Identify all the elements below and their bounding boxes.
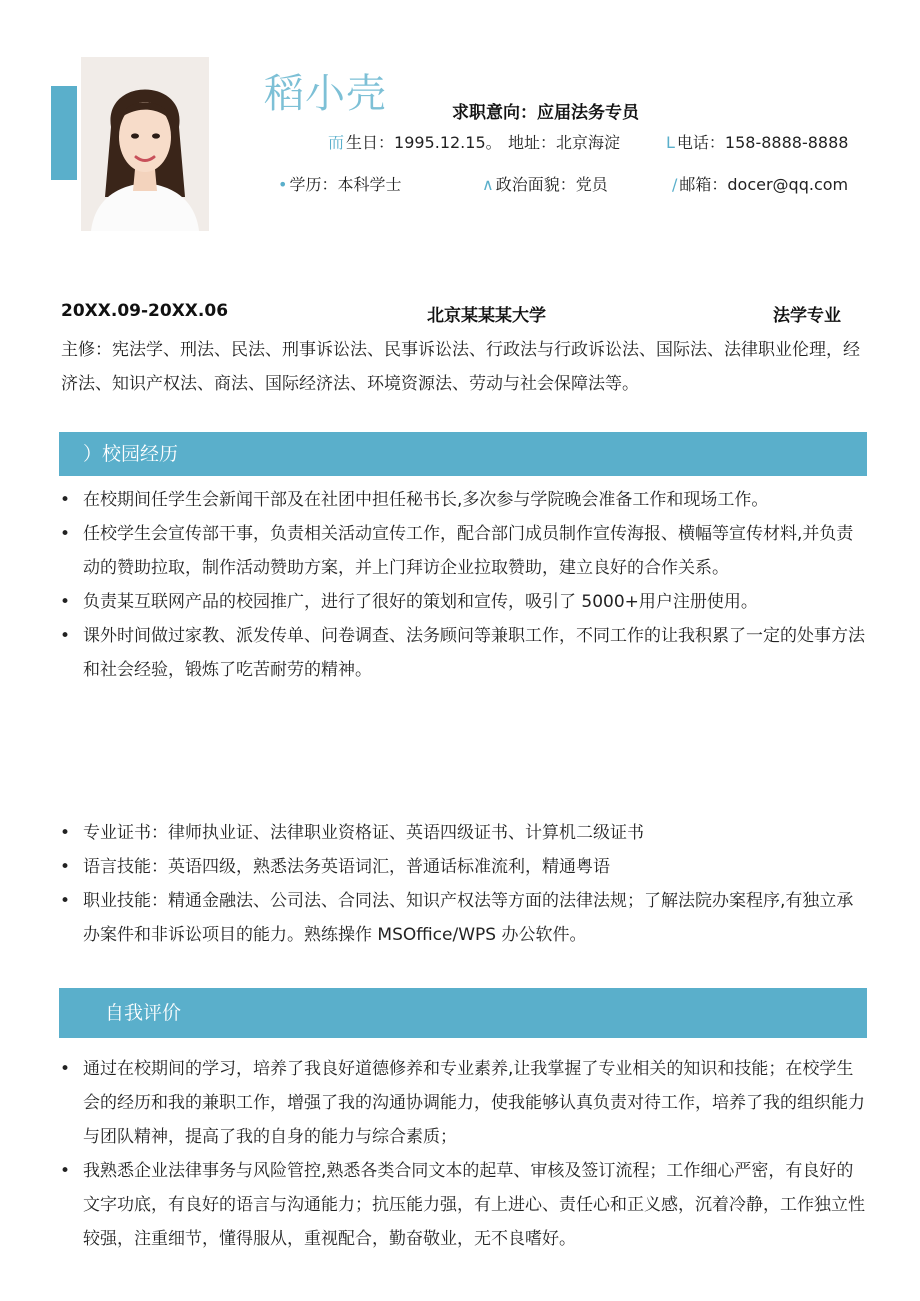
- email-text: 邮箱：docer@qq.com: [679, 175, 849, 194]
- education-courses: 主修：宪法学、刑法、民法、刑事诉讼法、民事诉讼法、行政法与行政诉讼法、国际法、法律职业伦理，经济法、知识产权法、商法、国际经济法、环境资源法、劳动与社会保障法等。: [61, 340, 860, 394]
- candidate-name: 稻小壳: [264, 71, 387, 117]
- section-title-campus: ）校园经历: [83, 443, 179, 465]
- politics-info: [482, 172, 608, 195]
- calendar-icon: 而: [328, 133, 345, 152]
- list-item: • 通过在校期间的学习，培养了我良好道德修养和专业素养,让我掌握了专业相关的知识和技能；在校学生会的经历和我的兼职工作，增强了我的沟通协调能力，使我能够认真负责对待工作，培养了我的组织能力与团队精神，提高了我的自身的能力与综合素质；: [58, 1052, 870, 1154]
- phone-info: [666, 130, 848, 153]
- profile-photo: [81, 57, 209, 231]
- education-major: 法学专业: [773, 306, 841, 326]
- degree-text: 学历：本科学士: [289, 175, 402, 194]
- education-school: 北京某某某大学: [427, 306, 546, 326]
- phone-icon: L: [666, 133, 675, 152]
- list-item: • 负责某互联网产品的校园推广，进行了很好的策划和宣传，吸引了 5000+用户注册使用。: [58, 585, 870, 619]
- campus-list: [58, 483, 870, 687]
- phone-text: 电话：158-8888-8888: [676, 133, 849, 152]
- address-text: 地址：北京海淀: [508, 133, 621, 152]
- list-item: • 职业技能：精通金融法、公司法、合同法、知识产权法等方面的法律法规；了解法院办案程序,有独立承办案件和非诉讼项目的能力。熟练操作 MSOffice/WPS 办公软件。: [58, 884, 870, 952]
- section-header-campus: [59, 432, 867, 476]
- list-item: • 任校学生会宣传部干事，负责相关活动宣传工作，配合部门成员制作宣传海报、横幅等宣传材料,并负责动的赞助拉取，制作活动赞助方案，并上门拜访企业拉取赞助，建立良好的合作关系。: [58, 517, 870, 585]
- list-item: • 课外时间做过家教、派发传单、问卷调查、法务顾问等兼职工作，不同工作的让我积累了一定的处事方法和社会经验，锻炼了吃苦耐劳的精神。: [58, 619, 870, 687]
- address-info: [508, 130, 620, 153]
- email-info: [672, 172, 848, 195]
- email-icon: /: [672, 175, 678, 194]
- section-header-self-eval: [59, 988, 867, 1038]
- education-period: 20XX.09-20XX.06: [61, 301, 229, 321]
- skills-list: [58, 816, 870, 952]
- job-objective: 求职意向：应届法务专员: [452, 103, 639, 123]
- birth-info: [328, 130, 502, 153]
- self-eval-list: [58, 1052, 870, 1256]
- section-title-self-eval: 自我评价: [105, 1002, 182, 1024]
- politics-icon: ∧: [482, 175, 494, 194]
- list-item: • 我熟悉企业法律事务与风险管控,熟悉各类合同文本的起草、审核及签订流程；工作细心严密，有良好的文字功底，有良好的语言与沟通能力；抗压能力强，有上进心、责任心和正义感，沉着冷静，工作独立性较强，注重细节，懂得服从，重视配合，勤奋敬业，无不良嗜好。: [58, 1154, 870, 1256]
- list-item: • 专业证书：律师执业证、法律职业资格证、英语四级证书、计算机二级证书: [58, 816, 870, 850]
- politics-text: 政治面貌：党员: [495, 175, 608, 194]
- header-accent-bar: [51, 86, 77, 180]
- birth-text: 生日：1995.12.15。: [346, 133, 502, 152]
- degree-icon: •: [278, 175, 288, 194]
- degree-info: [278, 172, 401, 195]
- list-item: • 在校期间任学生会新闻干部及在社团中担任秘书长,多次参与学院晚会准备工作和现场工作。: [58, 483, 870, 517]
- list-item: • 语言技能：英语四级，熟悉法务英语词汇，普通话标准流利，精通粤语: [58, 850, 870, 884]
